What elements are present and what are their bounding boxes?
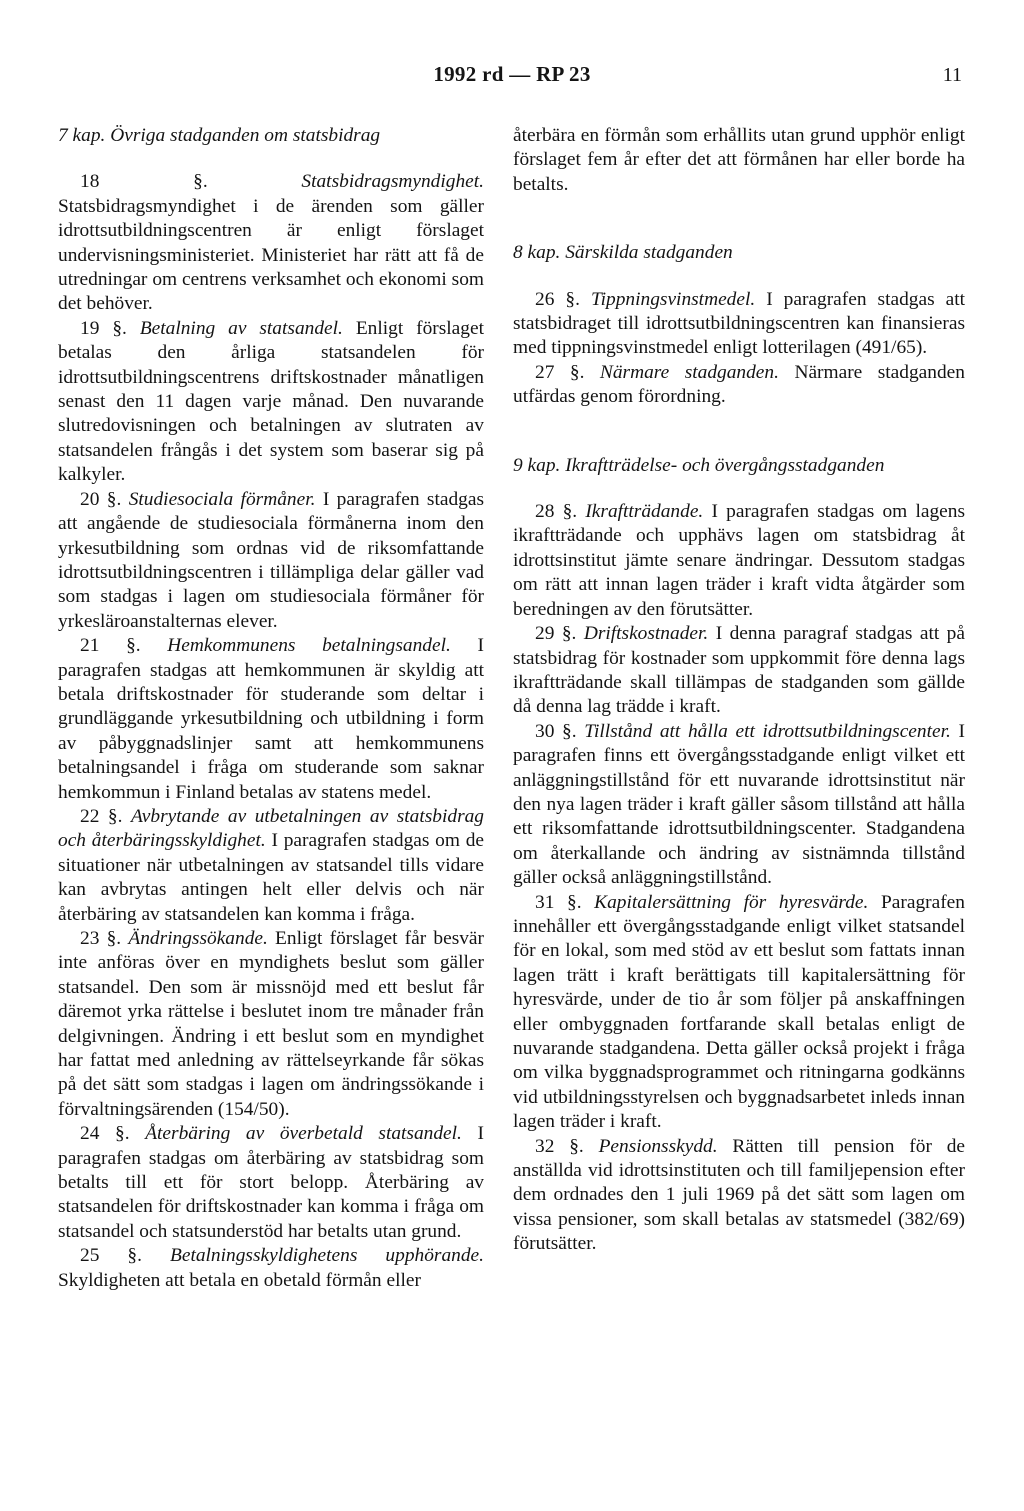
section-text: I paragrafen stadgas om lagens ikraftträdande och upphävs lagen om statsbidrag åt idrottsinstitut jämte senare ändringar. Dessutom stadgas om rätt att innan lagen träder i kraft vidta åtgärder som beredningen av den förutsätter. bbox=[513, 501, 965, 620]
spacer bbox=[513, 197, 965, 241]
section-32 bbox=[513, 1135, 965, 1257]
chapter-8-heading: 8 kap. Särskilda stadganden bbox=[513, 242, 733, 264]
section-24 bbox=[58, 1122, 484, 1244]
section-number: 32 §. bbox=[535, 1135, 584, 1157]
chapter-9-heading: 9 kap. Ikraftträdelse- och övergångsstadganden bbox=[513, 454, 885, 476]
section-title: Pensionsskydd. bbox=[598, 1135, 718, 1157]
section-21 bbox=[58, 634, 484, 805]
section-number: 30 §. bbox=[535, 720, 577, 742]
section-number: 24 §. bbox=[80, 1123, 130, 1145]
section-number: 19 §. bbox=[80, 317, 127, 339]
section-text: Statsbidragsmyndighet i de ärenden som gäller idrottsutbildningscentren är enligt förslaget undervisningsministeriet. Ministeriet har rätt att få de utredningar om centrens verksamhet och ekonomi som det behöver. bbox=[58, 195, 484, 315]
section-title: Tillstånd att hålla ett idrottsutbildningscenter. bbox=[584, 720, 951, 742]
section-number: 27 §. bbox=[535, 361, 585, 383]
section-22 bbox=[58, 805, 484, 927]
section-title: Betalningsskyldighetens upphörande. bbox=[170, 1245, 484, 1267]
section-number: 20 §. bbox=[80, 488, 122, 510]
section-29 bbox=[513, 622, 965, 720]
section-number: 28 §. bbox=[535, 501, 578, 523]
section-text: Paragrafen innehåller ett övergångsstadgande enligt vilket statsandel för en lokal, som med stöd av ett beslut som fattats innan lagen trätt i kraft berättigats till kapitalersättning för hyresvärde, under de tio år som följer på anskaffningen eller ombyggnaden fortfarande skall betalas enligt de nuvarande stadgandena. Detta gäller också projekt i fråga om vilka byggnadsprogrammet och ritningarna godkänns vid utbildningsstyrelsen och byggnadsarbetet inleds innan lagen träder i kraft. bbox=[513, 891, 965, 1133]
section-title: Hemkommunens betalningsandel. bbox=[167, 635, 451, 657]
section-number: 26 §. bbox=[535, 288, 580, 310]
section-title: Närmare stadganden. bbox=[599, 361, 779, 383]
section-title: Ändringssökande. bbox=[128, 928, 268, 949]
section-23 bbox=[58, 927, 484, 1122]
section-20 bbox=[58, 488, 484, 634]
section-text: I paragrafen stadgas om återbäring av statsbidrag som betalts till ett för stort belopp. Återbäring av statsandelen för driftskostnader kan komma i fråga om statsandel och statsunderstöd har betalts utan grund. bbox=[58, 1123, 485, 1242]
section-text: Enligt förslaget betalas den årliga statsandelen för idrottsutbildningscentrens driftskostnader månatligen senast den 11 dagen varje månad. Den nuvarande slutredovisningen och betalningen av slutraten av statsandelen frångås i det system som baserar sig på kalkyler. bbox=[58, 317, 484, 486]
right-column bbox=[513, 124, 965, 1257]
section-19 bbox=[58, 317, 484, 488]
section-text: I paragrafen stadgas att hemkommunen är skyldig att betala driftskostnader för studerande som deltar i grundläggande yrkesutbildning och utbildning i form av påbyggnadslinjer samt att hemkommunens betalningsandel i fråga om studerande som saknar hemkommun i Finland betalas av statens medel. bbox=[58, 635, 484, 803]
section-text: I paragrafen stadgas att statsbidraget till idrottsutbildningscentren kan finansieras med tippningsvinstmedel enligt lotterilagen (491/65). bbox=[513, 288, 965, 359]
section-text: Skyldigheten att betala en obetald förmån eller bbox=[58, 1269, 421, 1291]
section-title: Ikraftträdande. bbox=[585, 501, 704, 523]
section-28 bbox=[513, 500, 965, 622]
section-title: Återbäring av överbetald statsandel. bbox=[145, 1123, 462, 1145]
section-title: Studiesociala förmåner. bbox=[128, 488, 316, 510]
section-31 bbox=[513, 891, 965, 1135]
section-number: 18 §. bbox=[80, 171, 208, 193]
section-number: 29 §. bbox=[535, 623, 577, 645]
section-text: I denna paragraf stadgas att på statsbidrag för kostnader som uppkommit före denna lags ikraftträdande skall tillämpas de stadganden som gällde då denna lag trädde i kraft. bbox=[513, 623, 965, 718]
section-27 bbox=[513, 361, 965, 410]
header-title: 1992 rd — RP 23 bbox=[433, 62, 591, 86]
section-text: I paragrafen stadgas att angående de studiesociala förmånerna inom den yrkesutbildning som ordnas vid de riksomfattande idrottsutbildningscentren i tillämpliga delar gäller vad som stadgas i lagen om studiesociala förmåner för yrkesläroanstalternas elever. bbox=[58, 488, 485, 632]
section-number: 25 §. bbox=[80, 1245, 142, 1267]
section-title: Kapitalersättning för hyresvärde. bbox=[594, 891, 869, 913]
section-30 bbox=[513, 720, 965, 891]
section-number: 23 §. bbox=[80, 928, 122, 949]
page-number: 11 bbox=[942, 64, 962, 86]
section-25 bbox=[58, 1244, 484, 1293]
spacer bbox=[513, 410, 965, 454]
chapter-7-heading: 7 kap. Övriga stadganden om statsbidrag bbox=[58, 125, 381, 146]
section-text: I paragrafen stadgas om de situationer när utbetalningen av statsandel tills vidare kan avbrytas antingen helt eller delvis och när återbäring av statsandelen kan komma i fråga. bbox=[58, 830, 484, 925]
page-header bbox=[0, 62, 1024, 92]
left-column bbox=[58, 124, 484, 1293]
section-25-continued: återbära en förmån som erhållits utan grund upphör enligt förslaget fem år efter det att förmånen har eller borde ha betalts. bbox=[513, 125, 965, 195]
section-title: Tippningsvinstmedel. bbox=[590, 288, 756, 310]
section-text: I paragrafen finns ett övergångsstadgande enligt vilket ett anläggningstillstånd för ett nuvarande idrottsinstitut när den nya lagen träder i kraft gäller såsom tillstånd att hålla ett riksomfattande idrottsutbildningscenter. Stadgandena om återkallande och ändring av sistnämnda tillstånd gäller också anläggningstillstånd. bbox=[513, 720, 965, 889]
section-title: Avbrytande av utbetalningen av statsbidrag och återbäringsskyldighet. bbox=[58, 805, 485, 852]
section-number: 22 §. bbox=[80, 805, 123, 827]
section-title: Statsbidragsmyndighet. bbox=[301, 171, 484, 193]
section-26 bbox=[513, 288, 965, 361]
section-text: Enligt förslaget får besvär inte anföras över en myndighets beslut som gäller statsandel. Den som är missnöjd med ett beslut får däremot yrka rättelse i beslutet inom tre månader från delgivningen. Ändring i ett beslut som en myndighet har fattat med anledning av rättelseyrkande får sökas på det sätt som stadgas i lagen om ändringssökande i förvaltningsärenden (154/50). bbox=[58, 928, 484, 1120]
section-text: Närmare stadganden utfärdas genom förordning. bbox=[513, 361, 965, 408]
section-number: 21 §. bbox=[80, 635, 141, 657]
section-text: Rätten till pension för de anställda vid idrottsinstituten och till familjepension efter dem ordnades den 1 juli 1969 på det sätt som lagen om vissa pensioner, som skall betalas av statsmedel (382/69) förutsätter. bbox=[513, 1135, 966, 1255]
section-title: Betalning av statsandel. bbox=[139, 317, 343, 339]
section-18 bbox=[58, 170, 484, 316]
section-number: 31 §. bbox=[535, 891, 582, 913]
section-title: Driftskostnader. bbox=[583, 623, 709, 645]
